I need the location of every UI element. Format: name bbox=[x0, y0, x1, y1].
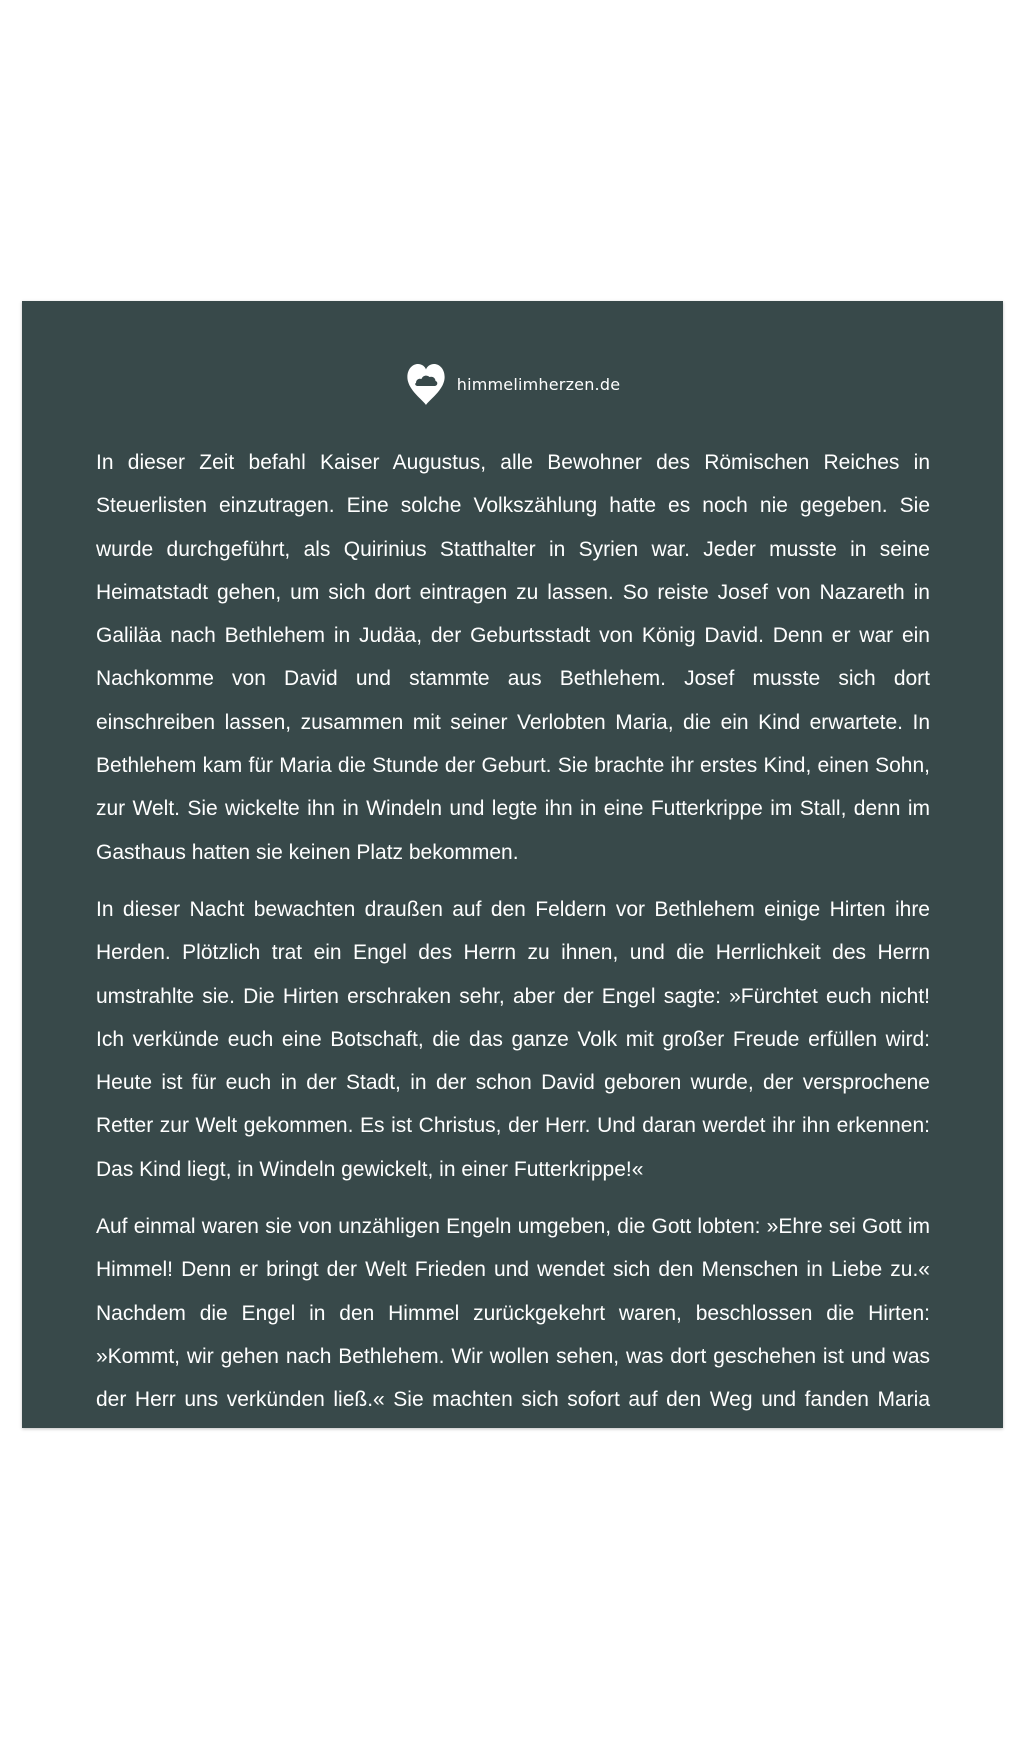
paragraph-1: In dieser Zeit befahl Kaiser Augustus, alle Bewohner des Römischen Reiches in Steuerlisten einzutragen. Eine solche Volkszählung hatte es noch nie gegeben. Sie wurde durchgeführt, als Quirinius Statthalter in Syrien war. Jeder musste in seine Heimatstadt gehen, um sich dort eintragen zu lassen. So reiste Josef von Nazareth in Galiläa nach Bethlehem in Judäa, der Geburtsstadt von König David. Denn er war ein Nachkomme von David und stammte aus Bethlehem. Josef musste sich dort einschreiben lassen, zusammen mit seiner Verlobten Maria, die ein Kind erwartete. In Bethlehem kam für Maria die Stunde der Geburt. Sie brachte ihr erstes Kind, einen Sohn, zur Welt. Sie wickelte ihn in Windeln und legte ihn in eine Futterkrippe im Stall, denn im Gasthaus hatten sie keinen Platz bekommen. bbox=[96, 451, 930, 864]
brand bbox=[22, 361, 1003, 407]
text-card bbox=[22, 301, 1003, 1729]
brand-name: himmelimherzen.de bbox=[456, 374, 621, 394]
paragraph-2: In dieser Nacht bewachten draußen auf den Feldern vor Bethlehem einige Hirten ihre Herden. Plötzlich trat ein Engel des Herrn zu ihnen, und die Herrlichkeit des Herrn umstrahlte sie. Die Hirten erschraken sehr, aber der Engel sagte: »Fürchtet euch nicht! Ich verkünde euch eine Botschaft, die das ganze Volk mit großer Freude erfüllen wird: Heute ist für euch in der Stadt, in der schon David geboren wurde, der versprochene Retter zur Welt gekommen. Es ist Christus, der Herr. Und daran werdet ihr ihn erkennen: Das Kind liegt, in Windeln gewickelt, in einer Futterkrippe!« bbox=[96, 897, 930, 1181]
scripture-text bbox=[96, 441, 930, 1739]
paragraph-3: Auf einmal waren sie von unzähligen Engeln umgeben, die Gott lobten: »Ehre sei Gott im Himmel! Denn er bringt der Welt Frieden und wendet sich den Menschen in Liebe zu.« Nachdem die Engel in den Himmel zurückgekehrt waren, beschlossen die Hirten: »Kommt, wir gehen nach Bethlehem. Wir wollen sehen, was dort geschehen ist und was der Herr uns verkünden ließ.« Sie machten sich sofort auf den Weg und fanden Maria und Josef und das Kind, das in der Futterkrippe lag. Als sie es sahen, erzählten die Hirten, was ihnen der Engel über das Kind gesagt hatte. Und alle, die ihren Bericht hörten, waren darüber sehr erstaunt. Maria aber merkte sich jedes Wort und dachte immer wieder darüber nach. Schließlich kehrten die Hirten zu ihren Herden zurück. Sie lobten Gott und dankten ihm für das, was sie gehört und gesehen hatten. Es war alles so gewesen, wie der Engel es ihnen gesagt hatte. bbox=[96, 1215, 930, 1672]
source-citation: aus dem Lukasevangelium 2 bbox=[662, 1705, 930, 1729]
heart-cloud-icon bbox=[405, 361, 447, 407]
